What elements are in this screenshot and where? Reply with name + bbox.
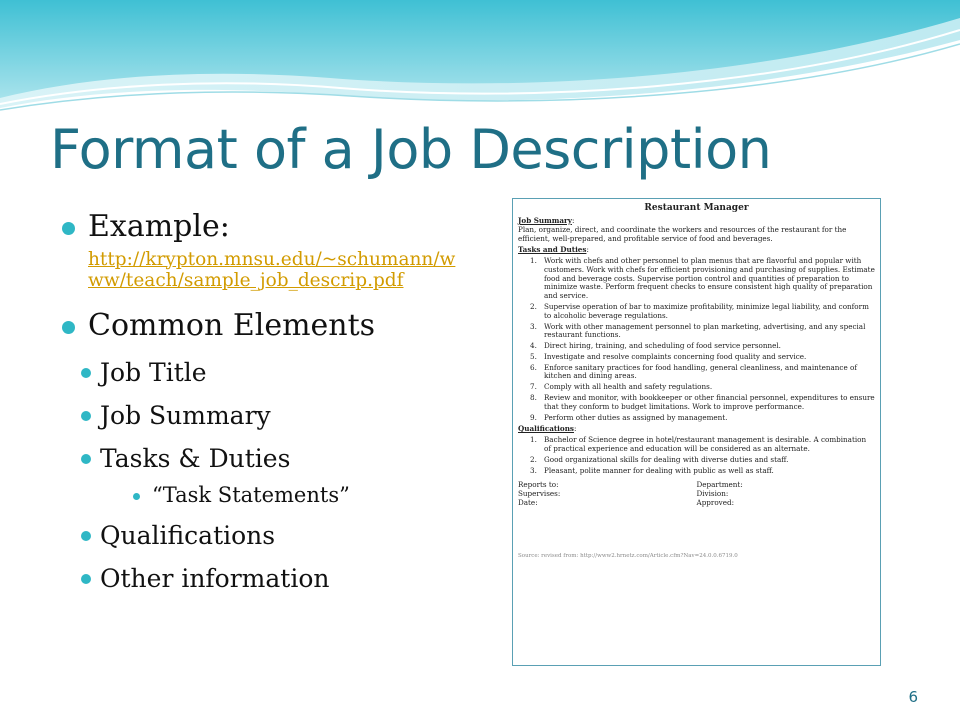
doc-approval-block <box>518 481 875 507</box>
doc-footer-left <box>518 481 697 507</box>
example-label: Example: <box>88 209 230 244</box>
list-item-job-title: Job Title <box>60 358 480 387</box>
common-elements-list <box>60 358 480 593</box>
doc-qualification-item: 3. Pleasant, polite manner for dealing with public as well as staff. <box>530 465 774 475</box>
doc-approved-label: Approved: <box>696 497 734 507</box>
page-number: 6 <box>908 688 918 706</box>
doc-task-item: 9. Perform other duties as assigned by management. <box>530 412 728 422</box>
list-item-task-statements: “Task Statements” <box>60 483 480 507</box>
doc-source-note: Source: revised from: http://www2.hrnetz.com/Article.cfm?Nav=24.0.0.6719.0 <box>518 552 738 559</box>
bullet-common-elements <box>60 309 480 344</box>
doc-qualification-item: 2. Good organizational skills for dealing with diverse duties and staff. <box>530 454 789 464</box>
doc-qualifications-list <box>518 436 875 475</box>
doc-task-item: 5. Investigate and resolve complaints concerning food quality and service. <box>530 351 807 361</box>
doc-task-item: 2. Supervise operation of bar to maximize profitability, minimize legal liability, and conform to alcoholic beverage regulations. <box>530 302 869 320</box>
doc-task-item: 3. Work with other management personnel to plan marketing, advertising, and any special restaurant functions. <box>530 321 866 340</box>
doc-footer-right <box>697 481 876 507</box>
doc-summary-text: Plan, organize, direct, and coordinate the workers and resources of the restaurant for the efficient, well-prepared, and profitable service of food and beverages. <box>518 224 847 243</box>
doc-task-item: 1. Work with chefs and other personnel to plan menus that are flavorful and popular with customers. Work with chefs for efficient provisioning and purchasing of supplies. Estimate food and beverage costs. Supervise portion control and quantities of preparation to minimize waste. Perform frequent checks to ensure consistent high quality of preparation and service. <box>530 256 875 301</box>
doc-task-item: 7. Comply with all health and safety regulations. <box>530 382 713 392</box>
doc-department-label: Department: <box>696 480 743 490</box>
list-item-qualifications: Qualifications <box>60 521 480 550</box>
doc-qualification-item: 1. Bachelor of Science degree in hotel/restaurant management is desirable. A combination of practical experience and education will be considered as an alternate. <box>530 435 867 453</box>
example-link[interactable]: http://krypton.mnsu.edu/~schumann/www/teach/sample_job_descrip.pdf <box>88 248 456 291</box>
list-item-tasks-duties: Tasks & Duties <box>60 444 480 473</box>
bullet-list <box>60 210 480 593</box>
sample-job-description-document <box>512 198 881 666</box>
list-item-other-information: Other information <box>60 564 480 593</box>
doc-task-item: 4. Direct hiring, training, and scheduling of food service personnel. <box>530 341 781 351</box>
doc-task-item: 8. Review and monitor, with bookkeeper or other financial personnel, expenditures to ensure that they conform to budget limitations. Work to improve performance. <box>530 393 875 411</box>
doc-supervises-label: Supervises: <box>518 489 561 499</box>
common-elements-label: Common Elements <box>88 308 376 344</box>
doc-tasks-list <box>518 257 875 422</box>
doc-summary-heading: Job Summary: <box>518 215 575 225</box>
doc-qualifications-heading: Qualifications: <box>518 424 577 434</box>
doc-reports-to-label: Reports to: <box>518 480 559 490</box>
bullet-example <box>60 210 480 291</box>
doc-date-label: Date: <box>518 497 538 507</box>
list-item-job-summary: Job Summary <box>60 401 480 430</box>
header-wave-banner <box>0 0 960 120</box>
doc-division-label: Division: <box>696 489 729 499</box>
doc-tasks-heading: Tasks and Duties: <box>518 245 589 255</box>
slide-title: Format of a Job Description <box>50 118 772 181</box>
doc-title: Restaurant Manager <box>644 203 749 213</box>
doc-task-item: 6. Enforce sanitary practices for food handling, general cleanliness, and maintenance of kitchen and dining areas. <box>530 362 857 381</box>
